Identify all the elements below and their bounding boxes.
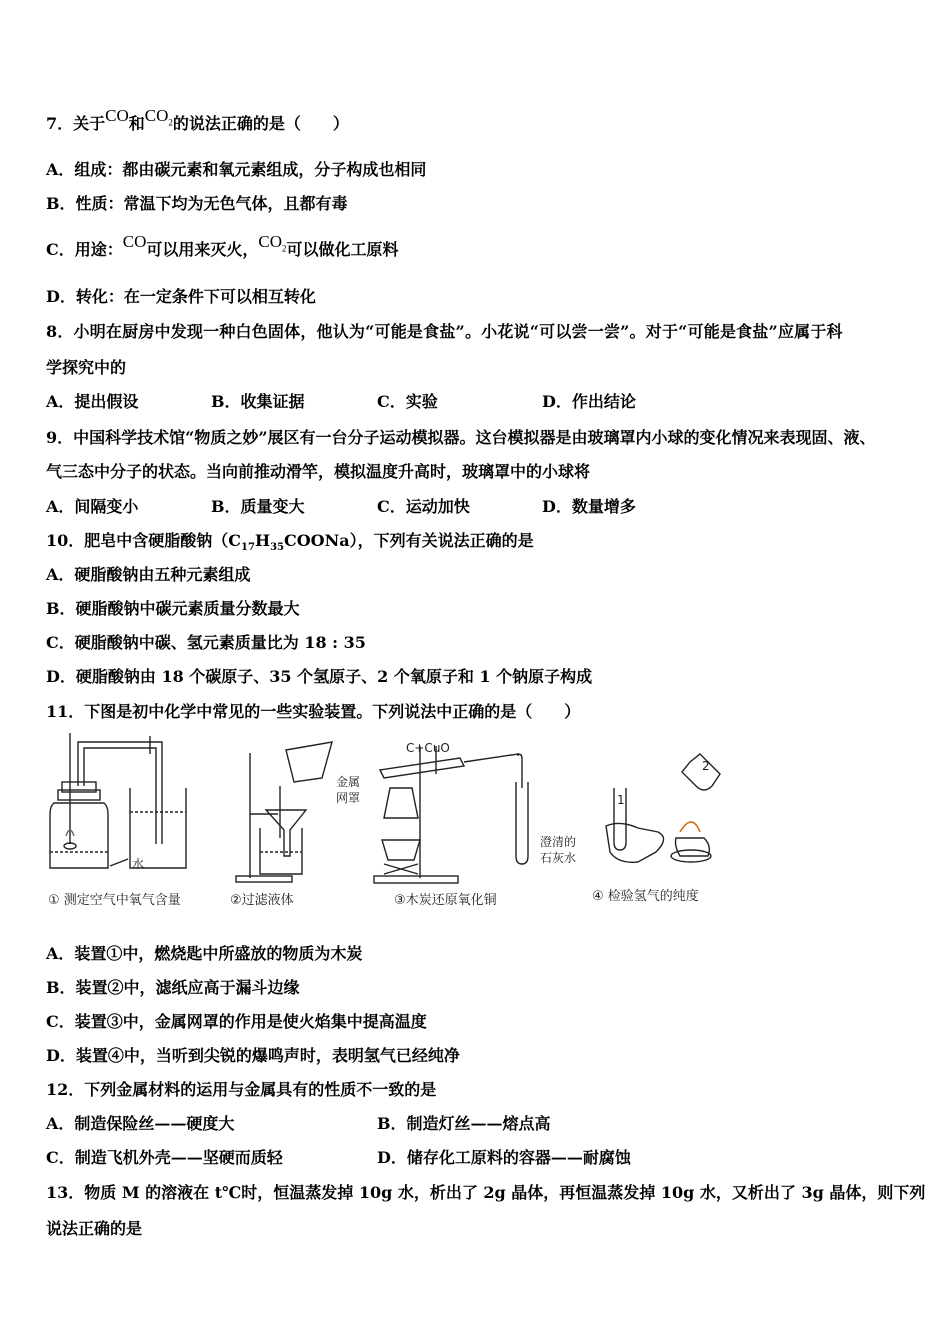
q7-option-c-mid: 可以用来灭火， [146,240,259,259]
q8-stem-line2: 学探究中的 [46,358,127,377]
q9-option-d: D．数量增多 [542,497,636,516]
mesh-label-2: 网罩 [336,791,361,805]
caption-apparatus-1: ① 测定空气中氧气含量 [48,893,181,908]
q9-stem-line1: 9．中国科学技术馆“物质之妙”展区有一台分子运动模拟器。这台模拟器是由玻璃罩内小球的变化情况来表现固、液、 [46,428,876,447]
caption-apparatus-4: ④ 检验氢气的纯度 [592,889,699,904]
q9-option-a: A．间隔变小 [46,497,139,516]
q12-stem: 12．下列金属材料的运用与金属具有的性质不一致的是 [46,1080,437,1099]
q10-sub-17: 17 [241,542,255,554]
tube-label-1: 1 [617,793,625,807]
q8-option-b: B．收集证据 [211,392,305,411]
q10-option-c: C．硬脂酸钠中碳、氢元素质量比为 18 : 35 [46,633,366,652]
apparatus-3-reduction [374,746,528,883]
q13-stem-line2: 说法正确的是 [46,1219,143,1238]
q7-stem-suffix: 的说法正确的是（ ） [172,114,349,133]
q11-option-c: C．装置③中，金属网罩的作用是使火焰集中提高温度 [46,1012,427,1031]
q7-option-c [46,232,399,266]
limewater-label-1: 澄清的 [540,835,577,849]
q9-option-b: B．质量变大 [211,497,305,516]
q10-option-b: B．硬脂酸钠中碳元素质量分数最大 [46,599,300,618]
q10-stem-suffix: COONa），下列有关说法正确的是 [283,531,534,550]
q7-co-formula: CO [105,106,129,125]
q13-stem-line1: 13．物质 M 的溶液在 t℃时，恒温蒸发掉 10g 水，析出了 2g 晶体，再恒温蒸发掉 10g 水，又析出了 3g 晶体，则下列 [46,1183,926,1202]
q11-option-d: D．装置④中，当听到尖锐的爆鸣声时，表明氢气已经纯净 [46,1046,460,1065]
q7-and: 和 [128,114,145,133]
q12-option-d: D．储存化工原料的容器——耐腐蚀 [377,1148,631,1167]
tube-label-2: 2 [702,759,710,773]
q9-option-c: C．运动加快 [377,497,470,516]
q8-option-d: D．作出结论 [542,392,636,411]
mesh-label-1: 金属 [336,775,361,789]
q7-stem [46,106,349,140]
apparatus-1-jar [50,733,186,868]
q10-sub-35: 35 [270,542,284,554]
q7-option-b: B．性质：常温下均为无色气体，且都有毒 [46,194,348,213]
q9-stem-line2: 气三态中分子的状态。当向前推动滑竿，模拟温度升高时，玻璃罩中的小球将 [46,462,591,481]
q8-option-c: C．实验 [377,392,438,411]
q10-stem-prefix: 10．肥皂中含硬脂酸钠（C [46,531,242,550]
q12-option-b: B．制造灯丝——熔点高 [377,1114,551,1133]
q10-h: H [254,531,271,550]
reagent-label: C+CuO [406,741,450,755]
q7-c-co-formula: CO [122,232,147,251]
q7-co2-formula: $CO_2$ [144,106,173,128]
q7-option-d: D．转化：在一定条件下可以相互转化 [46,287,316,306]
apparatus-2-filtration [236,742,332,882]
q7-c-co2-formula: $CO_2$ [258,232,287,254]
q8-option-a: A．提出假设 [46,392,139,411]
q12-option-c: C．制造飞机外壳——坚硬而质轻 [46,1148,283,1167]
q7-stem-prefix: 7．关于 [46,114,106,133]
q10-option-d: D．硬脂酸钠由 18 个碳原子、35 个氢原子、2 个氧原子和 1 个钠原子构成 [46,667,593,686]
q10-stem [46,531,534,558]
q10-option-a: A．硬脂酸钠由五种元素组成 [46,565,251,584]
caption-apparatus-3: ③木炭还原氧化铜 [394,893,497,908]
q7-option-a: A．组成：都由碳元素和氧元素组成，分子构成也相同 [46,160,427,179]
limewater-label-2: 石灰水 [540,851,577,865]
q11-stem: 11．下图是初中化学中常见的一些实验装置。下列说法中正确的是（ ） [46,702,581,721]
q11-option-b: B．装置②中，滤纸应高于漏斗边缘 [46,978,300,997]
caption-apparatus-2: ②过滤液体 [230,893,294,908]
water-label: 水 [132,857,145,871]
q7-option-c-suffix: 可以做化工原料 [286,240,399,259]
q8-stem-line1: 8．小明在厨房中发现一种白色固体，他认为“可能是食盐”。小花说“可以尝一尝”。对于“可能是食盐”应属于科 [46,322,843,341]
q7-option-c-prefix: C．用途： [46,240,123,259]
q11-option-a: A．装置①中，燃烧匙中所盛放的物质为木炭 [46,944,363,963]
q11-apparatus-figure [40,728,740,918]
q12-option-a: A．制造保险丝——硬度大 [46,1114,235,1133]
